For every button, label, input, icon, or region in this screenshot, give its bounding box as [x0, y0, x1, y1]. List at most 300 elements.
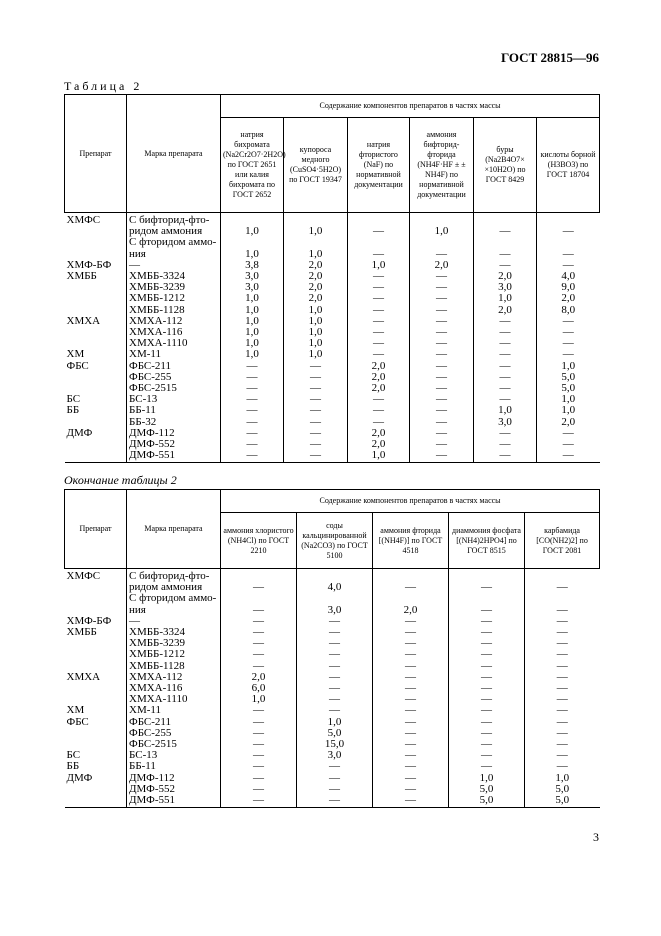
value-cell: — [410, 383, 474, 394]
value-cell: 1,0 [284, 327, 348, 338]
preparat-cell: БС [65, 394, 127, 405]
page-number: 3 [593, 830, 599, 844]
marka-cell: ДМФ-112 [127, 773, 221, 784]
value-cell: — [221, 649, 297, 660]
preparat-cell: ББ [65, 405, 127, 416]
value-cell: — [556, 704, 568, 717]
value-cell: 5,0 [297, 728, 373, 739]
preparat-cell [65, 327, 127, 338]
value-cell [221, 569, 297, 583]
preparat-cell [65, 683, 127, 694]
value-cell: — [556, 614, 568, 627]
value-cell: — [297, 795, 373, 808]
table-row [65, 249, 600, 260]
table-row [65, 593, 600, 604]
preparat-cell [65, 728, 127, 739]
value-cell: — [410, 271, 474, 282]
value-cell: — [348, 405, 410, 416]
preparat-cell: ХМФС [65, 569, 127, 583]
component-header: буры (Na2B4O7× ×10H2O) по ГОСТ 8429 [474, 118, 537, 213]
value-cell: 5,0 [561, 382, 576, 395]
value-cell: — [556, 670, 568, 683]
value-cell: — [373, 683, 449, 694]
value-cell: — [474, 450, 537, 463]
value-cell: — [449, 683, 525, 694]
value-cell: — [537, 450, 600, 463]
value-cell: 1,0 [474, 405, 537, 416]
value-cell: — [410, 450, 474, 463]
value-cell: — [562, 337, 574, 350]
marka-cell: ФБС-2515 [127, 383, 221, 394]
component-header: аммония бифторид-фторида (NH4F·HF ± ± NH4F) по нормативной документации [410, 118, 474, 213]
marka-cell: ХМББ-1212 [127, 293, 221, 304]
value-cell: 1,0 [348, 450, 410, 463]
value-cell: 2,0 [284, 293, 348, 304]
value-cell: — [297, 616, 373, 627]
value-cell: 3,0 [221, 282, 284, 293]
marka-cell: ХМББ-1128 [127, 305, 221, 316]
value-cell: — [221, 784, 297, 795]
value-cell: — [562, 225, 574, 238]
value-cell [474, 237, 537, 248]
value-cell: — [556, 738, 568, 751]
value-cell: — [221, 638, 297, 649]
table-row [65, 569, 600, 583]
table-row [65, 213, 600, 227]
value-cell: — [221, 394, 284, 405]
preparat-cell [65, 582, 127, 593]
value-cell: — [373, 795, 449, 808]
table-caption: Таблица 2 [64, 79, 143, 93]
value-cell: — [297, 773, 373, 784]
value-cell: — [562, 426, 574, 439]
value-cell: — [373, 784, 449, 795]
value-cell: — [297, 761, 373, 772]
value-cell: 3,0 [474, 417, 537, 428]
value-cell: — [410, 305, 474, 316]
value-cell: — [284, 383, 348, 394]
marka-cell: ХМХА-112 [127, 672, 221, 683]
preparat-cell: ДМФ [65, 773, 127, 784]
marka-cell: ББ-11 [127, 405, 221, 416]
marka-cell: ФБС-211 [127, 361, 221, 372]
marka-cell: ХМББ-3239 [127, 638, 221, 649]
value-cell: — [410, 282, 474, 293]
marka-cell: ХМХА-116 [127, 327, 221, 338]
value-cell: — [373, 750, 449, 761]
component-header: аммония хлористого (NH4Cl) по ГОСТ 2210 [221, 513, 297, 569]
value-cell: — [221, 705, 297, 716]
marka-cell: ния [127, 605, 221, 616]
value-cell: — [449, 616, 525, 627]
preparat-cell: ХМХА [65, 672, 127, 683]
value-cell: — [373, 739, 449, 750]
table-row [65, 795, 600, 808]
value-cell: — [297, 683, 373, 694]
value-cell: — [556, 726, 568, 739]
value-cell: — [474, 327, 537, 338]
group-header: Содержание компонентов препаратов в частях массы [221, 490, 600, 513]
value-cell: 2,0 [348, 372, 410, 383]
value-cell: — [556, 637, 568, 650]
value-cell: 2,0 [348, 383, 410, 394]
value-cell: — [373, 661, 449, 672]
value-cell [297, 593, 373, 604]
component-header: аммония фторида [(NH4F)] по ГОСТ 4518 [373, 513, 449, 569]
value-cell: 3,8 [221, 260, 284, 271]
table-row [65, 705, 600, 716]
value-cell: — [373, 694, 449, 705]
value-cell: — [221, 627, 297, 638]
value-cell: — [284, 394, 348, 405]
value-cell: 1,0 [449, 773, 525, 784]
value-cell: 1,0 [221, 226, 284, 237]
preparat-cell [65, 649, 127, 660]
marka-cell: ридом аммония [127, 226, 221, 237]
value-cell: — [221, 361, 284, 372]
value-cell: — [410, 417, 474, 428]
value-cell: — [562, 247, 574, 260]
value-cell: 1,0 [555, 771, 570, 784]
value-cell: — [221, 383, 284, 394]
marka-cell: — [127, 616, 221, 627]
marka-cell: ББ-32 [127, 417, 221, 428]
value-cell: — [449, 649, 525, 660]
value-cell: — [221, 773, 297, 784]
value-cell: 2,0 [284, 282, 348, 293]
value-cell: — [556, 603, 568, 616]
value-cell: 2,0 [474, 271, 537, 282]
value-cell: 1,0 [221, 349, 284, 360]
value-cell: 1,0 [221, 305, 284, 316]
value-cell: — [562, 348, 574, 361]
preparat-cell: ХМББ [65, 627, 127, 638]
value-cell [348, 237, 410, 248]
marka-cell: С фторидом аммо- [127, 593, 221, 604]
marka-cell: ДМФ-552 [127, 784, 221, 795]
value-cell: — [221, 661, 297, 672]
value-cell: 3,0 [297, 750, 373, 761]
value-cell: — [221, 605, 297, 616]
value-cell [348, 213, 410, 227]
value-cell: — [556, 626, 568, 639]
value-cell: — [221, 372, 284, 383]
value-cell: — [562, 258, 574, 271]
value-cell [537, 213, 600, 227]
value-cell: 4,0 [561, 270, 576, 283]
component-header: натрия бихромата (Na2Cr2O7·2H2O) по ГОСТ 2651 или калия бихромата по ГОСТ 2652 [221, 118, 284, 213]
table-2 [64, 94, 600, 463]
marka-cell: ФБС-255 [127, 728, 221, 739]
value-cell: — [348, 249, 410, 260]
value-cell: — [410, 394, 474, 405]
value-cell: 1,0 [561, 393, 576, 406]
value-cell: — [221, 439, 284, 450]
value-cell: 1,0 [561, 404, 576, 417]
value-cell: 2,0 [221, 672, 297, 683]
value-cell: — [449, 582, 525, 593]
value-cell: — [474, 383, 537, 394]
value-cell: — [562, 326, 574, 339]
value-cell: — [348, 338, 410, 349]
value-cell: — [449, 728, 525, 739]
value-cell: — [221, 717, 297, 728]
value-cell: — [410, 372, 474, 383]
table-row [65, 405, 600, 416]
marka-cell: С бифторид-фто- [127, 569, 221, 583]
value-cell: — [556, 659, 568, 672]
value-cell: — [410, 338, 474, 349]
value-cell: — [284, 361, 348, 372]
value-cell: 5,0 [449, 795, 525, 808]
group-header: Содержание компонентов препаратов в частях массы [221, 95, 600, 118]
value-cell: 1,0 [284, 226, 348, 237]
value-cell: — [348, 417, 410, 428]
preparat-cell: БС [65, 750, 127, 761]
value-cell: — [348, 316, 410, 327]
value-cell: — [373, 761, 449, 772]
value-cell: 3,0 [221, 271, 284, 282]
marka-cell: ДМФ-112 [127, 428, 221, 439]
value-cell: — [556, 648, 568, 661]
value-cell: — [221, 750, 297, 761]
value-cell: — [348, 271, 410, 282]
value-cell [449, 593, 525, 604]
preparat-header: Препарат [65, 95, 127, 213]
value-cell: — [449, 694, 525, 705]
value-cell: — [474, 260, 537, 271]
document-code: ГОСТ 28815—96 [500, 50, 599, 65]
value-cell: 1,0 [348, 260, 410, 271]
value-cell: 1,0 [474, 293, 537, 304]
marka-cell: ния [127, 249, 221, 260]
marka-cell: ХМББ-1128 [127, 661, 221, 672]
preparat-cell [65, 439, 127, 450]
value-cell: — [348, 293, 410, 304]
value-cell: 1,0 [561, 359, 576, 372]
value-cell: — [284, 428, 348, 439]
marka-cell: ББ-11 [127, 761, 221, 772]
value-cell: — [373, 672, 449, 683]
value-cell: — [474, 249, 537, 260]
component-header: диаммония фосфата [(NH4)2HPO4] по ГОСТ 8515 [449, 513, 525, 569]
marka-cell: ХМББ-3324 [127, 627, 221, 638]
value-cell: 1,0 [221, 327, 284, 338]
value-cell: 5,0 [561, 370, 576, 383]
value-cell: — [410, 361, 474, 372]
value-cell: — [474, 439, 537, 450]
value-cell: — [474, 372, 537, 383]
value-cell [474, 213, 537, 227]
marka-cell: ФБС-255 [127, 372, 221, 383]
value-cell: — [373, 627, 449, 638]
value-cell: — [297, 649, 373, 660]
table-row [65, 293, 600, 304]
value-cell: — [297, 661, 373, 672]
value-cell: 5,0 [449, 784, 525, 795]
value-cell: — [449, 705, 525, 716]
value-cell: 1,0 [284, 305, 348, 316]
value-cell: — [410, 249, 474, 260]
value-cell: — [410, 293, 474, 304]
value-cell: — [221, 728, 297, 739]
value-cell: — [373, 773, 449, 784]
value-cell: — [284, 417, 348, 428]
value-cell: — [474, 394, 537, 405]
component-header: соды кальцинированной (Na2CO3) по ГОСТ 5100 [297, 513, 373, 569]
value-cell [537, 237, 600, 248]
value-cell [297, 569, 373, 583]
value-cell [284, 237, 348, 248]
value-cell: — [348, 327, 410, 338]
preparat-cell [65, 450, 127, 463]
value-cell: — [297, 627, 373, 638]
value-cell: — [284, 405, 348, 416]
value-cell: — [373, 616, 449, 627]
value-cell: 2,0 [284, 260, 348, 271]
value-cell: — [297, 638, 373, 649]
preparat-cell: ХМХА [65, 316, 127, 327]
value-cell [449, 569, 525, 583]
value-cell: 2,0 [474, 305, 537, 316]
value-cell: — [474, 349, 537, 360]
table-row [65, 761, 600, 772]
value-cell: 8,0 [561, 303, 576, 316]
value-cell: — [556, 760, 568, 773]
value-cell: 1,0 [221, 249, 284, 260]
value-cell: 1,0 [221, 694, 297, 705]
value-cell: — [297, 784, 373, 795]
value-cell: — [449, 638, 525, 649]
value-cell [525, 593, 600, 604]
table-caption-end: Окончание таблицы 2 [64, 473, 177, 487]
marka-cell: ХМХА-116 [127, 683, 221, 694]
value-cell: — [449, 717, 525, 728]
value-cell: 4,0 [297, 582, 373, 593]
value-cell: 1,0 [284, 349, 348, 360]
preparat-cell [65, 282, 127, 293]
value-cell: — [556, 581, 568, 594]
preparat-cell: ФБС [65, 717, 127, 728]
value-cell: — [221, 616, 297, 627]
value-cell: — [373, 717, 449, 728]
preparat-cell: ХМ [65, 705, 127, 716]
value-cell: — [348, 394, 410, 405]
preparat-cell [65, 293, 127, 304]
value-cell: — [474, 316, 537, 327]
marka-cell: С бифторид-фто- [127, 213, 221, 227]
value-cell: — [348, 349, 410, 360]
value-cell: — [221, 405, 284, 416]
marka-cell: ХМ-11 [127, 705, 221, 716]
marka-cell: БС-13 [127, 750, 221, 761]
value-cell: — [562, 314, 574, 327]
value-cell: — [449, 661, 525, 672]
value-cell [373, 569, 449, 583]
preparat-cell: ХМББ [65, 271, 127, 282]
value-cell: — [373, 705, 449, 716]
value-cell: — [221, 739, 297, 750]
value-cell: — [221, 450, 284, 463]
marka-cell: ХМББ-3239 [127, 282, 221, 293]
preparat-cell: ХМ [65, 349, 127, 360]
marka-header: Марка препарата [127, 490, 221, 569]
marka-cell: ридом аммония [127, 582, 221, 593]
value-cell: — [562, 438, 574, 451]
component-header: карбамида [CO(NH2)2] по ГОСТ 2081 [525, 513, 600, 569]
marka-cell: ХМХА-1110 [127, 694, 221, 705]
value-cell: — [410, 405, 474, 416]
value-cell: 2,0 [348, 361, 410, 372]
value-cell [525, 569, 600, 583]
table-row [65, 349, 600, 360]
value-cell: — [348, 282, 410, 293]
table-row [65, 237, 600, 248]
marka-cell: ДМФ-551 [127, 795, 221, 808]
value-cell: — [348, 305, 410, 316]
value-cell: — [221, 761, 297, 772]
marka-cell: ХМХА-1110 [127, 338, 221, 349]
value-cell [221, 213, 284, 227]
preparat-cell: ББ [65, 761, 127, 772]
value-cell: — [221, 582, 297, 593]
value-cell: 2,0 [348, 428, 410, 439]
value-cell: — [297, 672, 373, 683]
table-2-end [64, 489, 600, 808]
value-cell: 2,0 [410, 260, 474, 271]
value-cell: — [410, 327, 474, 338]
value-cell: — [449, 605, 525, 616]
value-cell: 9,0 [561, 281, 576, 294]
value-cell: — [556, 749, 568, 762]
value-cell: — [410, 349, 474, 360]
marka-cell: ФБС-211 [127, 717, 221, 728]
value-cell: — [373, 638, 449, 649]
value-cell: 2,0 [373, 605, 449, 616]
value-cell: 2,0 [348, 439, 410, 450]
value-cell: — [373, 649, 449, 660]
component-header: кислоты борной (H3BO3) по ГОСТ 18704 [537, 118, 600, 213]
preparat-cell [65, 593, 127, 604]
marka-cell: ХМ-11 [127, 349, 221, 360]
value-cell: 5,0 [525, 795, 600, 808]
value-cell: — [221, 417, 284, 428]
marka-cell: ДМФ-551 [127, 450, 221, 463]
value-cell: 6,0 [221, 683, 297, 694]
component-header: натрия фтористого (NaF) по нормативной документации [348, 118, 410, 213]
value-cell: — [556, 693, 568, 706]
table-row [65, 649, 600, 660]
value-cell: — [474, 428, 537, 439]
value-cell: — [474, 361, 537, 372]
preparat-header: Препарат [65, 490, 127, 569]
value-cell: — [449, 761, 525, 772]
table-row [65, 450, 600, 463]
value-cell [284, 213, 348, 227]
value-cell: 1,0 [284, 249, 348, 260]
value-cell: — [410, 439, 474, 450]
preparat-cell [65, 795, 127, 808]
value-cell: — [348, 226, 410, 237]
value-cell: — [410, 316, 474, 327]
marka-cell: ДМФ-552 [127, 439, 221, 450]
value-cell: — [284, 372, 348, 383]
value-cell: 3,0 [297, 605, 373, 616]
value-cell [410, 213, 474, 227]
marka-cell: С фторидом аммо- [127, 237, 221, 248]
marka-cell: — [127, 260, 221, 271]
preparat-cell [65, 226, 127, 237]
